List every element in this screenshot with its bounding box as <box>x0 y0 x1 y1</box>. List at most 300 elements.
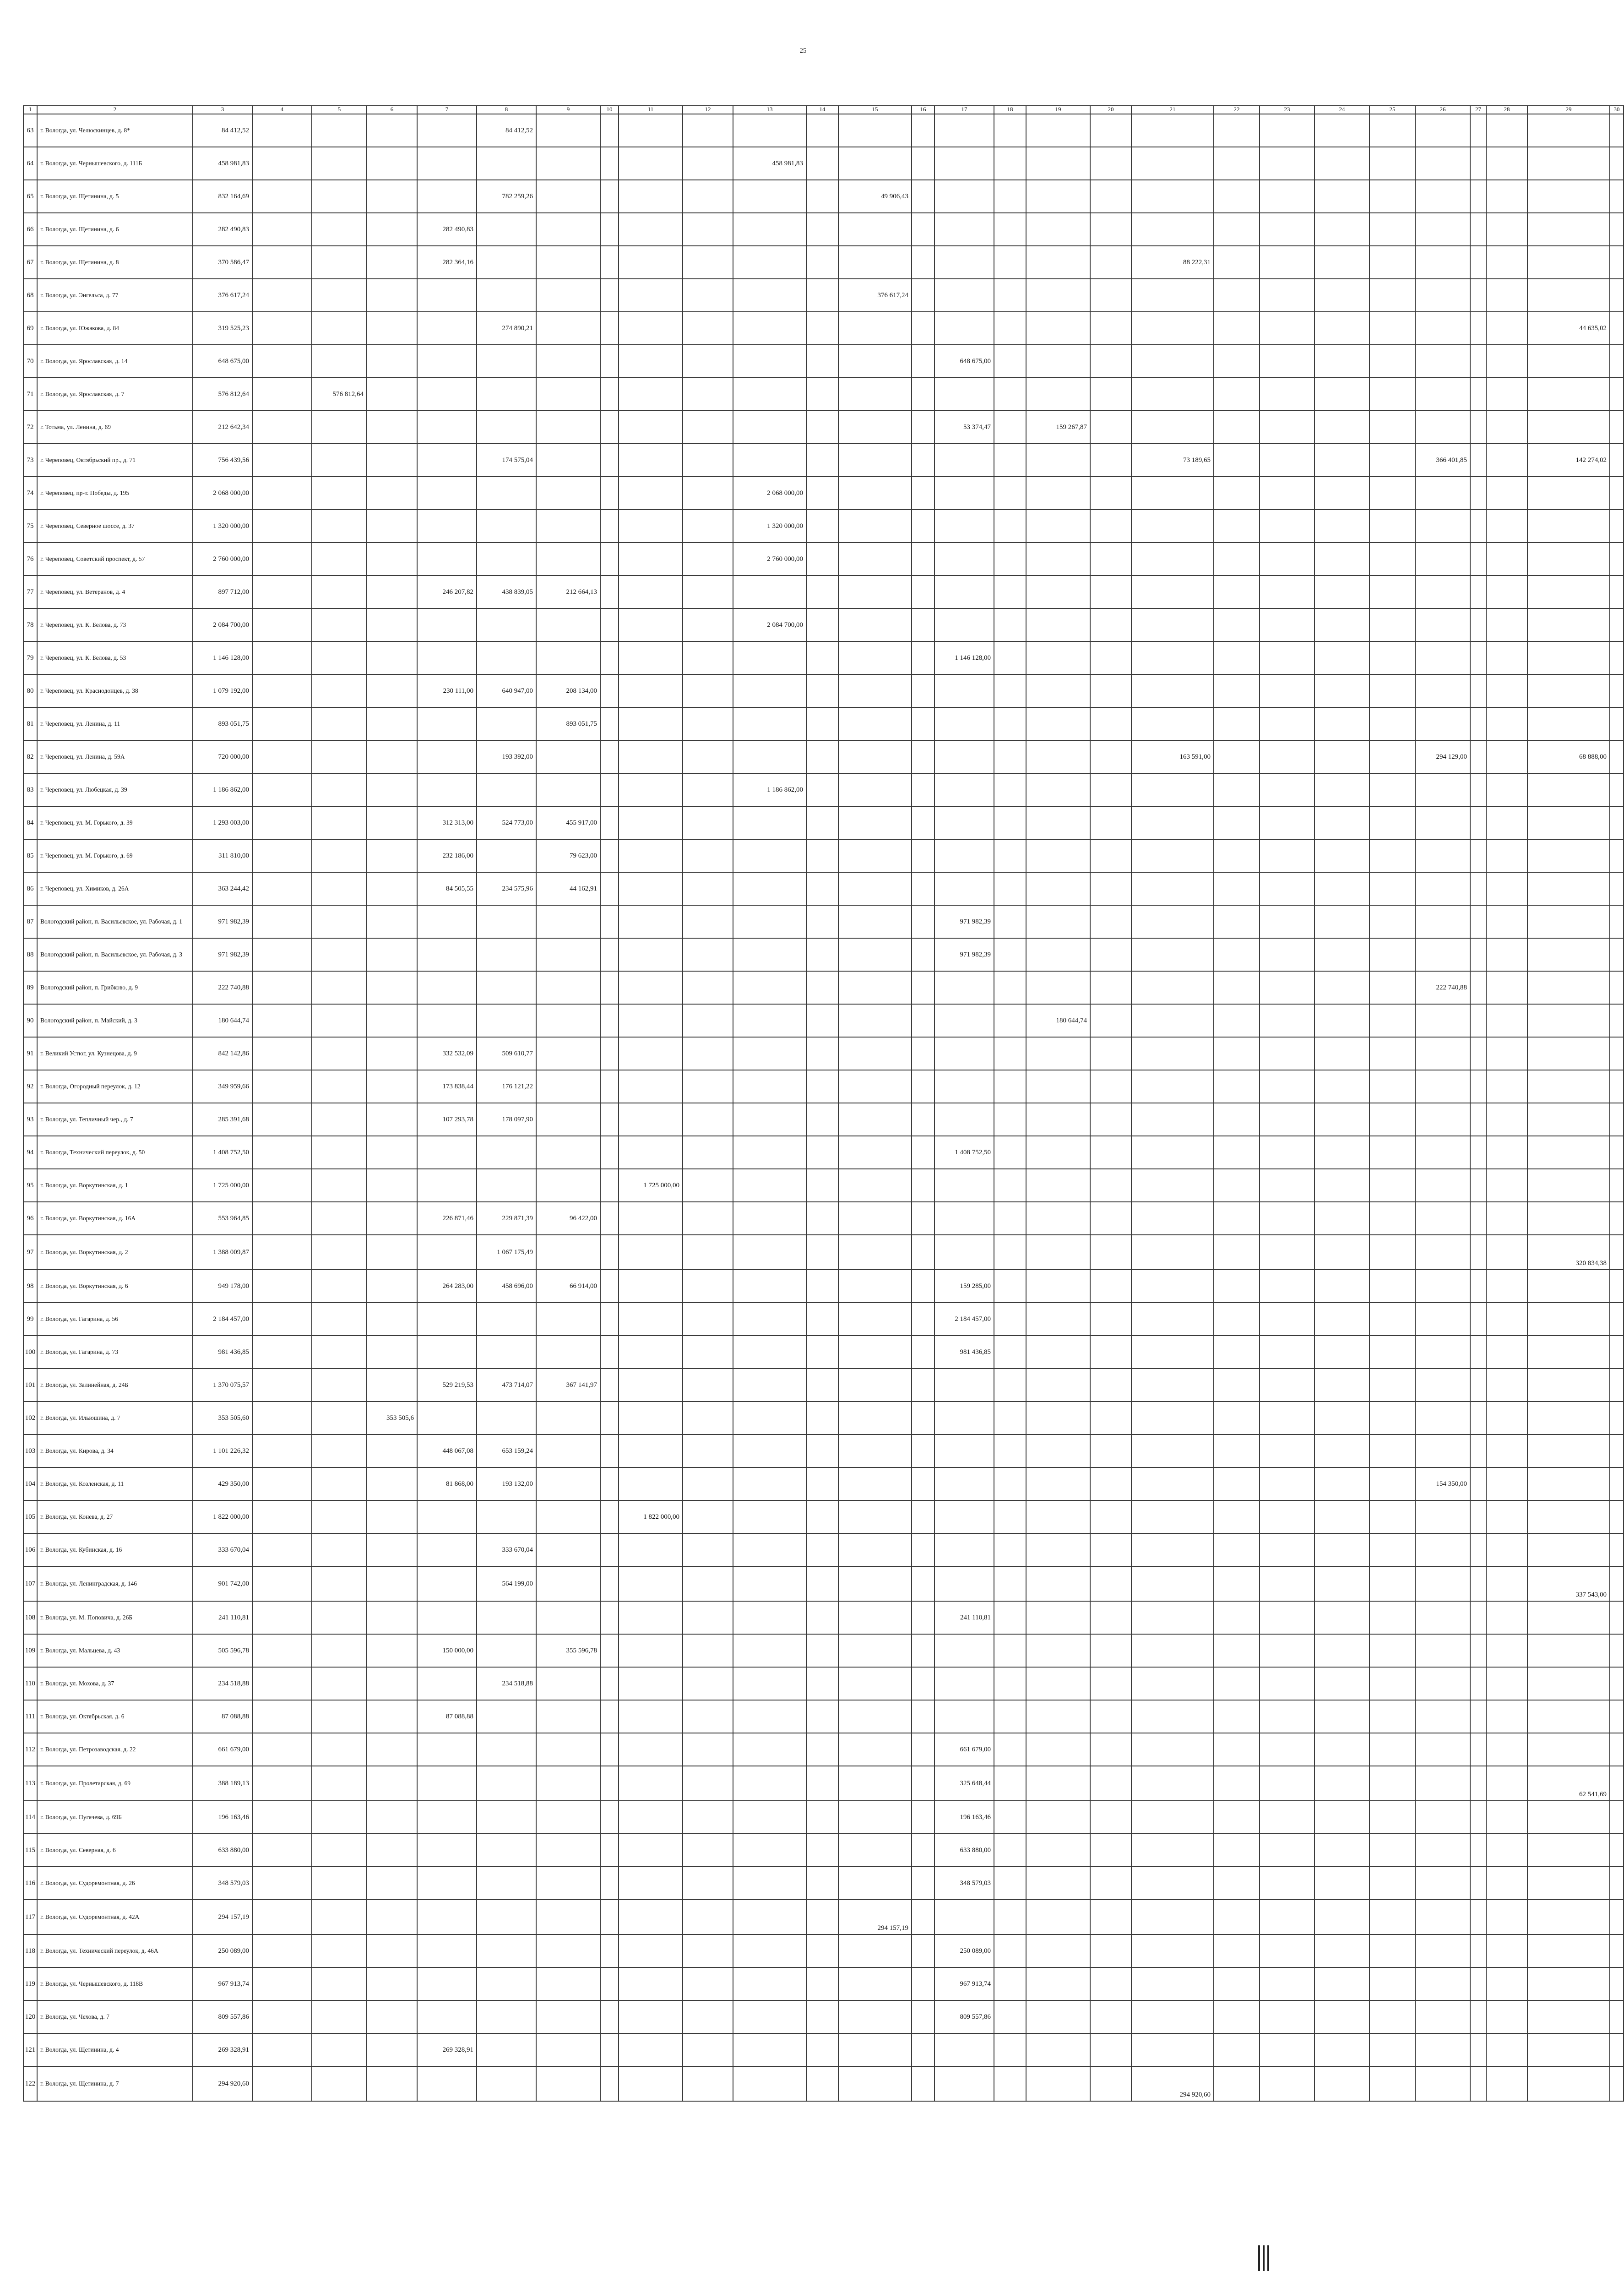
cost-cell-col-20 <box>1090 1037 1131 1070</box>
cost-cell-col-15 <box>838 1867 912 1900</box>
cost-cell-col-14 <box>806 1500 838 1533</box>
total-cost-cell: 84 412,52 <box>193 114 252 147</box>
cost-cell-col-25 <box>1369 1103 1415 1136</box>
address-cell: г. Череповец, Советский проспект, д. 57 <box>37 543 193 576</box>
cost-cell-col-12 <box>683 345 733 378</box>
cost-cell-col-12 <box>683 1103 733 1136</box>
cost-cell-col-20 <box>1090 1867 1131 1900</box>
address-cell: г. Вологда, Технический переулок, д. 50 <box>37 1136 193 1169</box>
cost-cell-col-19 <box>1026 1369 1090 1402</box>
cost-cell-col-24 <box>1314 1566 1369 1601</box>
cost-cell-col-11 <box>619 1235 683 1270</box>
cost-cell-col-24 <box>1314 1700 1369 1733</box>
cost-cell-col-20 <box>1090 674 1131 707</box>
cost-cell-col-24 <box>1314 2033 1369 2066</box>
cost-cell-col-23 <box>1260 641 1314 674</box>
table-row <box>23 2066 1624 2101</box>
cost-cell-col-19 <box>1026 1934 1090 1967</box>
row-number: 101 <box>23 1369 37 1402</box>
total-cost-cell: 2 184 457,00 <box>193 1303 252 1336</box>
cost-cell-col-16 <box>912 1402 934 1434</box>
cost-cell-col-16 <box>912 1235 934 1270</box>
total-cost-cell: 1 822 000,00 <box>193 1500 252 1533</box>
address-cell: г. Вологда, ул. Чернышевского, д. 118В <box>37 1967 193 2000</box>
cost-cell-col-8 <box>477 1336 536 1369</box>
cost-cell-col-28 <box>1486 147 1527 180</box>
cost-cell-col-21 <box>1131 839 1214 872</box>
cost-cell-col-26 <box>1415 1336 1470 1369</box>
cost-cell-col-26 <box>1415 576 1470 608</box>
cost-cell-col-24 <box>1314 213 1369 246</box>
cost-cell-col-7 <box>417 1136 477 1169</box>
cost-cell-col-7 <box>417 905 477 938</box>
cost-cell-col-4 <box>252 378 312 411</box>
cost-cell-col-12 <box>683 411 733 444</box>
cost-cell-col-5 <box>312 905 367 938</box>
cost-cell-col-24 <box>1314 411 1369 444</box>
total-cost-cell: 196 163,46 <box>193 1801 252 1834</box>
cost-cell-col-20 <box>1090 1434 1131 1467</box>
cost-cell-col-23 <box>1260 147 1314 180</box>
cost-cell-col-26 <box>1415 839 1470 872</box>
cost-cell-col-28 <box>1486 1402 1527 1434</box>
cost-cell-col-8 <box>477 1934 536 1967</box>
cost-cell-col-8: 234 518,88 <box>477 1667 536 1700</box>
cost-cell-col-27 <box>1470 608 1486 641</box>
address-cell: г. Вологда, ул. Мохова, д. 37 <box>37 1667 193 1700</box>
cost-cell-col-19 <box>1026 1500 1090 1533</box>
cost-cell-col-23 <box>1260 576 1314 608</box>
cost-cell-col-22 <box>1214 839 1260 872</box>
cost-cell-col-29 <box>1527 1270 1610 1303</box>
row-number: 68 <box>23 279 37 312</box>
cost-cell-col-9 <box>536 773 600 806</box>
cost-cell-col-23 <box>1260 971 1314 1004</box>
cost-cell-col-16 <box>912 839 934 872</box>
cost-cell-col-7 <box>417 1169 477 1202</box>
cost-cell-col-4 <box>252 1601 312 1634</box>
cost-cell-col-26 <box>1415 608 1470 641</box>
cost-cell-col-6 <box>367 510 417 543</box>
cost-cell-col-6 <box>367 312 417 345</box>
cost-cell-col-20 <box>1090 180 1131 213</box>
cost-cell-col-11 <box>619 1202 683 1235</box>
cost-cell-col-14 <box>806 707 838 740</box>
cost-cell-col-28 <box>1486 1336 1527 1369</box>
cost-cell-col-8 <box>477 147 536 180</box>
row-number: 86 <box>23 872 37 905</box>
total-cost-cell: 576 812,64 <box>193 378 252 411</box>
cost-cell-col-20 <box>1090 1202 1131 1235</box>
cost-cell-col-26 <box>1415 213 1470 246</box>
cost-cell-col-20 <box>1090 1634 1131 1667</box>
cost-cell-col-17: 241 110,81 <box>934 1601 994 1634</box>
cost-cell-col-10 <box>600 312 619 345</box>
address-cell: г. Вологда, ул. Энгельса, д. 77 <box>37 279 193 312</box>
cost-cell-col-9 <box>536 1667 600 1700</box>
cost-cell-col-9 <box>536 938 600 971</box>
address-cell: г. Череповец, ул. М. Горького, д. 39 <box>37 806 193 839</box>
cost-cell-col-5 <box>312 1467 367 1500</box>
table-row <box>23 2000 1624 2033</box>
cost-cell-col-27 <box>1470 147 1486 180</box>
cost-cell-col-11 <box>619 1303 683 1336</box>
cost-cell-col-27 <box>1470 1533 1486 1566</box>
cost-cell-col-29: 337 543,00 <box>1527 1566 1610 1601</box>
cost-cell-col-27 <box>1470 1867 1486 1900</box>
cost-cell-col-20 <box>1090 905 1131 938</box>
cost-cell-col-13 <box>733 1136 806 1169</box>
cost-cell-col-17 <box>934 213 994 246</box>
cost-cell-col-10 <box>600 1402 619 1434</box>
cost-cell-col-12 <box>683 2000 733 2033</box>
cost-cell-col-22 <box>1214 1700 1260 1733</box>
cost-cell-col-12 <box>683 1867 733 1900</box>
cost-cell-col-4 <box>252 1169 312 1202</box>
cost-cell-col-8 <box>477 773 536 806</box>
cost-cell-col-9 <box>536 510 600 543</box>
cost-cell-col-21 <box>1131 147 1214 180</box>
cost-cell-col-24 <box>1314 707 1369 740</box>
cost-cell-col-22 <box>1214 608 1260 641</box>
cost-cell-col-18 <box>994 576 1026 608</box>
cost-cell-col-5 <box>312 1900 367 1934</box>
cost-cell-col-17 <box>934 1202 994 1235</box>
row-number: 95 <box>23 1169 37 1202</box>
cost-cell-col-15 <box>838 1533 912 1566</box>
cost-cell-col-23 <box>1260 213 1314 246</box>
cost-cell-col-17: 325 648,44 <box>934 1766 994 1801</box>
cost-cell-col-28 <box>1486 378 1527 411</box>
cost-cell-col-4 <box>252 938 312 971</box>
cost-cell-col-6: 353 505,6 <box>367 1402 417 1434</box>
cost-cell-col-15 <box>838 312 912 345</box>
cost-cell-col-13 <box>733 1202 806 1235</box>
cost-cell-col-19 <box>1026 1766 1090 1801</box>
cost-cell-col-6 <box>367 246 417 279</box>
cost-cell-col-26 <box>1415 1733 1470 1766</box>
total-cost-cell: 376 617,24 <box>193 279 252 312</box>
cost-cell-col-27 <box>1470 477 1486 510</box>
cost-cell-col-24 <box>1314 1136 1369 1169</box>
address-cell: г. Вологда, ул. М. Поповича, д. 26Б <box>37 1601 193 1634</box>
row-number: 65 <box>23 180 37 213</box>
row-number: 91 <box>23 1037 37 1070</box>
cost-cell-col-16 <box>912 180 934 213</box>
cost-cell-col-29 <box>1527 1700 1610 1733</box>
cost-cell-col-11 <box>619 312 683 345</box>
cost-cell-col-27 <box>1470 641 1486 674</box>
cost-cell-col-27 <box>1470 2000 1486 2033</box>
cost-cell-col-23 <box>1260 477 1314 510</box>
cost-cell-col-14 <box>806 1967 838 2000</box>
cost-cell-col-14 <box>806 2033 838 2066</box>
cost-cell-col-19 <box>1026 1900 1090 1934</box>
cost-cell-col-17 <box>934 114 994 147</box>
cost-cell-col-28 <box>1486 1834 1527 1867</box>
cost-cell-col-9 <box>536 1867 600 1900</box>
cost-cell-col-19 <box>1026 1467 1090 1500</box>
cost-cell-col-21 <box>1131 1801 1214 1834</box>
cost-cell-col-21 <box>1131 114 1214 147</box>
cost-cell-col-17 <box>934 773 994 806</box>
row-number: 88 <box>23 938 37 971</box>
cost-cell-col-13 <box>733 2066 806 2101</box>
cost-cell-col-16 <box>912 279 934 312</box>
cost-cell-col-25 <box>1369 1336 1415 1369</box>
column-number-24: 24 <box>1314 106 1369 114</box>
cost-cell-col-20 <box>1090 1004 1131 1037</box>
cost-cell-col-23 <box>1260 1103 1314 1136</box>
total-cost-cell: 294 157,19 <box>193 1900 252 1934</box>
cost-cell-col-5 <box>312 1303 367 1336</box>
cost-cell-col-30 <box>1610 938 1624 971</box>
cost-cell-col-13 <box>733 114 806 147</box>
cost-cell-col-19 <box>1026 312 1090 345</box>
cost-cell-col-26 <box>1415 1801 1470 1834</box>
cost-cell-col-21 <box>1131 2000 1214 2033</box>
cost-cell-col-29 <box>1527 510 1610 543</box>
cost-cell-col-9 <box>536 213 600 246</box>
cost-cell-col-28 <box>1486 839 1527 872</box>
column-number-26: 26 <box>1415 106 1470 114</box>
cost-cell-col-25 <box>1369 1601 1415 1634</box>
cost-cell-col-14 <box>806 1467 838 1500</box>
cost-cell-col-29 <box>1527 1402 1610 1434</box>
cost-cell-col-19 <box>1026 1235 1090 1270</box>
cost-cell-col-21 <box>1131 477 1214 510</box>
cost-cell-col-21 <box>1131 773 1214 806</box>
cost-cell-col-14 <box>806 1136 838 1169</box>
cost-cell-col-30 <box>1610 740 1624 773</box>
cost-cell-col-6 <box>367 1834 417 1867</box>
cost-cell-col-14 <box>806 1037 838 1070</box>
cost-cell-col-22 <box>1214 1270 1260 1303</box>
cost-cell-col-26 <box>1415 1566 1470 1601</box>
cost-cell-col-8 <box>477 2033 536 2066</box>
cost-cell-col-29 <box>1527 773 1610 806</box>
cost-cell-col-18 <box>994 1766 1026 1801</box>
total-cost-cell: 661 679,00 <box>193 1733 252 1766</box>
cost-cell-col-19 <box>1026 1634 1090 1667</box>
cost-cell-col-12 <box>683 1270 733 1303</box>
cost-cell-col-7 <box>417 114 477 147</box>
cost-cell-col-9 <box>536 1235 600 1270</box>
cost-cell-col-26 <box>1415 477 1470 510</box>
cost-cell-col-30 <box>1610 510 1624 543</box>
cost-cell-col-24 <box>1314 1934 1369 1967</box>
cost-cell-col-24 <box>1314 2000 1369 2033</box>
cost-cell-col-17 <box>934 477 994 510</box>
cost-cell-col-19 <box>1026 1402 1090 1434</box>
cost-cell-col-22 <box>1214 411 1260 444</box>
cost-cell-col-13 <box>733 1434 806 1467</box>
cost-cell-col-4 <box>252 477 312 510</box>
total-cost-cell: 212 642,34 <box>193 411 252 444</box>
address-cell: г. Вологда, ул. Чехова, д. 7 <box>37 2000 193 2033</box>
cost-cell-col-8 <box>477 378 536 411</box>
cost-cell-col-9 <box>536 180 600 213</box>
cost-cell-col-24 <box>1314 740 1369 773</box>
cost-cell-col-10 <box>600 1070 619 1103</box>
cost-cell-col-25 <box>1369 411 1415 444</box>
cost-cell-col-16 <box>912 510 934 543</box>
cost-cell-col-4 <box>252 1967 312 2000</box>
table-row <box>23 1500 1624 1533</box>
cost-cell-col-24 <box>1314 1900 1369 1934</box>
cost-cell-col-12 <box>683 938 733 971</box>
cost-cell-col-15: 49 906,43 <box>838 180 912 213</box>
cost-cell-col-29 <box>1527 707 1610 740</box>
cost-cell-col-28 <box>1486 1667 1527 1700</box>
cost-cell-col-30 <box>1610 1900 1624 1934</box>
total-cost-cell: 1 388 009,87 <box>193 1235 252 1270</box>
cost-cell-col-28 <box>1486 872 1527 905</box>
cost-cell-col-19 <box>1026 147 1090 180</box>
cost-cell-col-5 <box>312 2033 367 2066</box>
cost-cell-col-25 <box>1369 1136 1415 1169</box>
total-cost-cell: 250 089,00 <box>193 1934 252 1967</box>
cost-cell-col-29 <box>1527 345 1610 378</box>
cost-cell-col-25 <box>1369 1169 1415 1202</box>
cost-cell-col-10 <box>600 1235 619 1270</box>
cost-cell-col-14 <box>806 1270 838 1303</box>
cost-cell-col-29 <box>1527 246 1610 279</box>
cost-cell-col-23 <box>1260 806 1314 839</box>
cost-cell-col-18 <box>994 806 1026 839</box>
cost-cell-col-13 <box>733 1533 806 1566</box>
cost-cell-col-20 <box>1090 1070 1131 1103</box>
cost-cell-col-26 <box>1415 246 1470 279</box>
cost-cell-col-30 <box>1610 2000 1624 2033</box>
cost-cell-col-5 <box>312 839 367 872</box>
cost-cell-col-6 <box>367 477 417 510</box>
cost-cell-col-5 <box>312 1235 367 1270</box>
cost-cell-col-16 <box>912 1467 934 1500</box>
table-row <box>23 279 1624 312</box>
cost-cell-col-19 <box>1026 378 1090 411</box>
cost-cell-col-30 <box>1610 1766 1624 1801</box>
cost-cell-col-8 <box>477 213 536 246</box>
cost-cell-col-8 <box>477 1867 536 1900</box>
cost-cell-col-30 <box>1610 1467 1624 1500</box>
cost-cell-col-12 <box>683 1136 733 1169</box>
cost-cell-col-28 <box>1486 180 1527 213</box>
cost-cell-col-27 <box>1470 839 1486 872</box>
cost-cell-col-11 <box>619 1601 683 1634</box>
table-row <box>23 312 1624 345</box>
cost-cell-col-20 <box>1090 2033 1131 2066</box>
cost-cell-col-23 <box>1260 2066 1314 2101</box>
cost-cell-col-8 <box>477 510 536 543</box>
cost-cell-col-10 <box>600 740 619 773</box>
cost-cell-col-19 <box>1026 1967 1090 2000</box>
cost-cell-col-18 <box>994 872 1026 905</box>
cost-cell-col-9 <box>536 1467 600 1500</box>
total-cost-cell: 832 164,69 <box>193 180 252 213</box>
cost-cell-col-30 <box>1610 608 1624 641</box>
cost-cell-col-24 <box>1314 477 1369 510</box>
cost-cell-col-9 <box>536 1566 600 1601</box>
cost-cell-col-29: 44 635,02 <box>1527 312 1610 345</box>
cost-cell-col-17: 661 679,00 <box>934 1733 994 1766</box>
cost-cell-col-29 <box>1527 1967 1610 2000</box>
row-number: 72 <box>23 411 37 444</box>
cost-cell-col-24 <box>1314 971 1369 1004</box>
cost-cell-col-18 <box>994 839 1026 872</box>
total-cost-cell: 222 740,88 <box>193 971 252 1004</box>
cost-cell-col-30 <box>1610 1169 1624 1202</box>
cost-cell-col-8 <box>477 1601 536 1634</box>
cost-cell-col-11 <box>619 1037 683 1070</box>
cost-cell-col-28 <box>1486 971 1527 1004</box>
cost-cell-col-24 <box>1314 1533 1369 1566</box>
cost-cell-col-9 <box>536 345 600 378</box>
cost-cell-col-8: 176 121,22 <box>477 1070 536 1103</box>
cost-cell-col-28 <box>1486 477 1527 510</box>
cost-cell-col-6 <box>367 872 417 905</box>
cost-cell-col-28 <box>1486 1270 1527 1303</box>
cost-cell-col-7: 269 328,91 <box>417 2033 477 2066</box>
cost-cell-col-25 <box>1369 1303 1415 1336</box>
cost-cell-col-7 <box>417 543 477 576</box>
cost-cell-col-30 <box>1610 444 1624 477</box>
cost-cell-col-4 <box>252 608 312 641</box>
cost-cell-col-15 <box>838 806 912 839</box>
total-cost-cell: 363 244,42 <box>193 872 252 905</box>
cost-cell-col-13 <box>733 1766 806 1801</box>
cost-cell-col-20 <box>1090 510 1131 543</box>
cost-cell-col-27 <box>1470 1070 1486 1103</box>
table-row <box>23 444 1624 477</box>
cost-cell-col-26 <box>1415 1004 1470 1037</box>
cost-cell-col-28 <box>1486 345 1527 378</box>
cost-cell-col-5 <box>312 1136 367 1169</box>
cost-cell-col-16 <box>912 1634 934 1667</box>
column-number-22: 22 <box>1214 106 1260 114</box>
cost-cell-col-12 <box>683 1467 733 1500</box>
cost-cell-col-16 <box>912 1667 934 1700</box>
cost-cell-col-13 <box>733 444 806 477</box>
address-cell: г. Вологда, ул. Октябрьская, д. 6 <box>37 1700 193 1733</box>
table-row <box>23 477 1624 510</box>
cost-cell-col-6 <box>367 1070 417 1103</box>
cost-cell-col-27 <box>1470 1900 1486 1934</box>
cost-cell-col-15 <box>838 543 912 576</box>
cost-cell-col-24 <box>1314 608 1369 641</box>
cost-cell-col-28 <box>1486 1235 1527 1270</box>
cost-cell-col-22 <box>1214 1004 1260 1037</box>
cost-cell-col-16 <box>912 444 934 477</box>
cost-cell-col-12 <box>683 608 733 641</box>
cost-cell-col-19 <box>1026 213 1090 246</box>
cost-cell-col-10 <box>600 1004 619 1037</box>
cost-cell-col-19: 180 644,74 <box>1026 1004 1090 1037</box>
cost-cell-col-24 <box>1314 1634 1369 1667</box>
cost-cell-col-18 <box>994 1733 1026 1766</box>
table-row <box>23 608 1624 641</box>
cost-cell-col-14 <box>806 411 838 444</box>
cost-cell-col-18 <box>994 1900 1026 1934</box>
cost-cell-col-4 <box>252 345 312 378</box>
cost-cell-col-10 <box>600 1303 619 1336</box>
cost-cell-col-4 <box>252 1103 312 1136</box>
cost-cell-col-15 <box>838 707 912 740</box>
cost-cell-col-24 <box>1314 872 1369 905</box>
cost-cell-col-15 <box>838 477 912 510</box>
cost-cell-col-30 <box>1610 411 1624 444</box>
cost-cell-col-11 <box>619 938 683 971</box>
